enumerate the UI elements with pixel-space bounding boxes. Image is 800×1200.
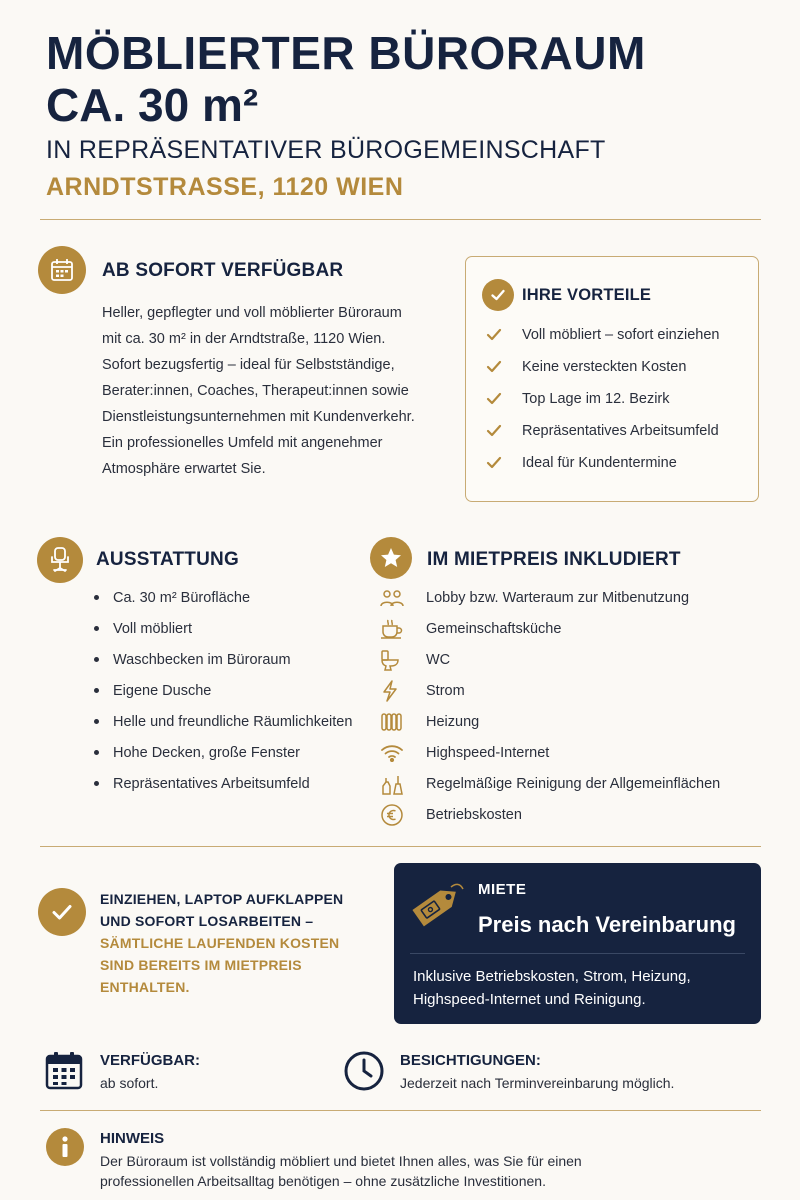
list-item (380, 644, 760, 675)
equipment-list (88, 582, 378, 799)
description-line: Sofort bezugsfertig – ideal für Selbstständige, (102, 357, 395, 373)
radiator-icon (380, 712, 426, 732)
list-item-label: Lobby bzw. Warteraum zur Mitbenutzung (426, 589, 690, 606)
note-line: Der Büroraum ist vollständig möbliert und bietet Ihnen alles, was Sie für einen (100, 1153, 582, 1169)
list-item (380, 613, 760, 644)
check-icon (486, 424, 522, 438)
coffee-cup-icon (380, 619, 426, 639)
rent-box (394, 863, 761, 1024)
list-item-label: Hohe Decken, große Fenster (113, 744, 300, 761)
availability-description (102, 300, 452, 482)
list-item (486, 383, 756, 415)
list-item-label: Top Lage im 12. Bezirk (522, 391, 670, 407)
callout-line: EINZIEHEN, LAPTOP AUFKLAPPEN (100, 891, 344, 907)
list-item (88, 613, 378, 644)
list-item (380, 675, 760, 706)
callout-text (100, 888, 390, 998)
check-icon (486, 456, 522, 470)
list-item (88, 582, 378, 613)
check-circle-icon (482, 279, 514, 311)
office-chair-icon (37, 537, 83, 583)
description-line: Atmosphäre erwartet Sie. (102, 461, 266, 477)
wifi-icon (380, 744, 426, 762)
benefits-title: IHRE VORTEILE (522, 286, 652, 304)
rent-note (413, 965, 691, 1011)
description-line: Heller, gepflegter und voll möblierter Büroraum (102, 305, 402, 321)
description-line: mit ca. 30 m² in der Arndtstraße, 1120 Wien. (102, 331, 386, 347)
list-item-label: Keine versteckten Kosten (522, 359, 687, 375)
bullet-icon (94, 595, 99, 600)
benefits-box (465, 256, 759, 502)
star-icon (370, 537, 412, 579)
list-item-label: Voll möbliert (113, 620, 192, 637)
divider (410, 953, 745, 954)
bullet-icon (94, 626, 99, 631)
clock-icon (343, 1050, 385, 1097)
check-icon (486, 392, 522, 406)
euro-icon (380, 803, 426, 827)
divider (40, 219, 761, 220)
list-item-label: Ca. 30 m² Bürofläche (113, 589, 251, 606)
list-item-label: Highspeed-Internet (426, 744, 550, 761)
list-item (380, 768, 760, 799)
note-line: professionellen Arbeitsalltag benötigen – ohne zusätzliche Investitionen. (100, 1173, 546, 1189)
viewing-value: Jederzeit nach Terminvereinbarung möglich. (400, 1075, 675, 1091)
calendar-icon (38, 246, 86, 294)
list-item (88, 706, 378, 737)
list-item (486, 319, 756, 351)
list-item (486, 447, 756, 479)
list-item-label: Helle und freundliche Räumlichkeiten (113, 713, 353, 730)
bullet-icon (94, 657, 99, 662)
list-item-label: Repräsentatives Arbeitsumfeld (522, 423, 719, 439)
list-item (486, 415, 756, 447)
callout-line: SIND BEREITS IM MIETPREIS ENTHALTEN. (100, 957, 302, 995)
info-icon (46, 1128, 84, 1166)
available-value: ab sofort. (100, 1075, 159, 1091)
toilet-icon (380, 649, 426, 671)
description-line: Dienstleistungsunternehmen mit Kundenverkehr. (102, 409, 415, 425)
viewing-label: BESICHTIGUNGEN: (400, 1052, 541, 1069)
list-item-label: Betriebskosten (426, 806, 522, 823)
page-title-size: CA. 30 m² (46, 79, 259, 131)
description-line: Ein professionelles Umfeld mit angenehmer (102, 435, 383, 451)
bullet-icon (94, 781, 99, 786)
price-tag-icon (408, 877, 466, 938)
list-item (380, 706, 760, 737)
page-title: MÖBLIERTER BÜRORAUM (46, 27, 646, 79)
calendar-icon (45, 1050, 83, 1095)
list-item-label: Repräsentatives Arbeitsumfeld (113, 775, 310, 792)
list-item (380, 799, 760, 830)
callout-line: UND SOFORT LOSARBEITEN – (100, 913, 314, 929)
bullet-icon (94, 750, 99, 755)
list-item (88, 768, 378, 799)
cleaning-icon (380, 773, 426, 795)
included-list (380, 582, 760, 830)
bullet-icon (94, 719, 99, 724)
list-item-label: Voll möbliert – sofort einziehen (522, 327, 720, 343)
note-label: HINWEIS (100, 1130, 165, 1147)
list-item-label: Gemeinschaftsküche (426, 620, 562, 637)
list-item (88, 644, 378, 675)
list-item-label: Waschbecken im Büroraum (113, 651, 291, 668)
check-icon (486, 360, 522, 374)
check-icon (486, 328, 522, 342)
bullet-icon (94, 688, 99, 693)
list-item (380, 582, 760, 613)
rent-price: Preis nach Vereinbarung (478, 912, 736, 937)
list-item-label: WC (426, 651, 451, 668)
page-subtitle: IN REPRÄSENTATIVER BÜROGEMEINSCHAFT (46, 136, 606, 164)
callout-line: SÄMTLICHE LAUFENDEN KOSTEN (100, 935, 340, 951)
address: ARNDTSTRASSE, 1120 WIEN (46, 173, 404, 201)
lightning-icon (380, 680, 426, 702)
list-item-label: Regelmäßige Reinigung der Allgemeinflächen (426, 775, 721, 792)
rent-label: MIETE (478, 881, 527, 898)
equipment-title: AUSSTATTUNG (96, 549, 239, 570)
list-item (380, 737, 760, 768)
check-circle-icon (38, 888, 86, 936)
list-item (486, 351, 756, 383)
available-label: VERFÜGBAR: (100, 1052, 200, 1069)
list-item-label: Eigene Dusche (113, 682, 212, 699)
benefits-list (486, 319, 756, 479)
list-item (88, 675, 378, 706)
divider (40, 1110, 761, 1111)
included-title: IM MIETPREIS INKLUDIERT (427, 549, 681, 570)
list-item-label: Ideal für Kundentermine (522, 455, 677, 471)
list-item-label: Strom (426, 682, 465, 699)
note-text (100, 1151, 582, 1191)
description-line: Berater:innen, Coaches, Therapeut:innen sowie (102, 383, 409, 399)
availability-title: AB SOFORT VERFÜGBAR (102, 260, 344, 281)
people-icon (380, 589, 426, 607)
divider (40, 846, 761, 847)
rent-note-line: Highspeed-Internet und Reinigung. (413, 991, 646, 1008)
rent-note-line: Inklusive Betriebskosten, Strom, Heizung, (413, 968, 691, 985)
list-item-label: Heizung (426, 713, 480, 730)
list-item (88, 737, 378, 768)
